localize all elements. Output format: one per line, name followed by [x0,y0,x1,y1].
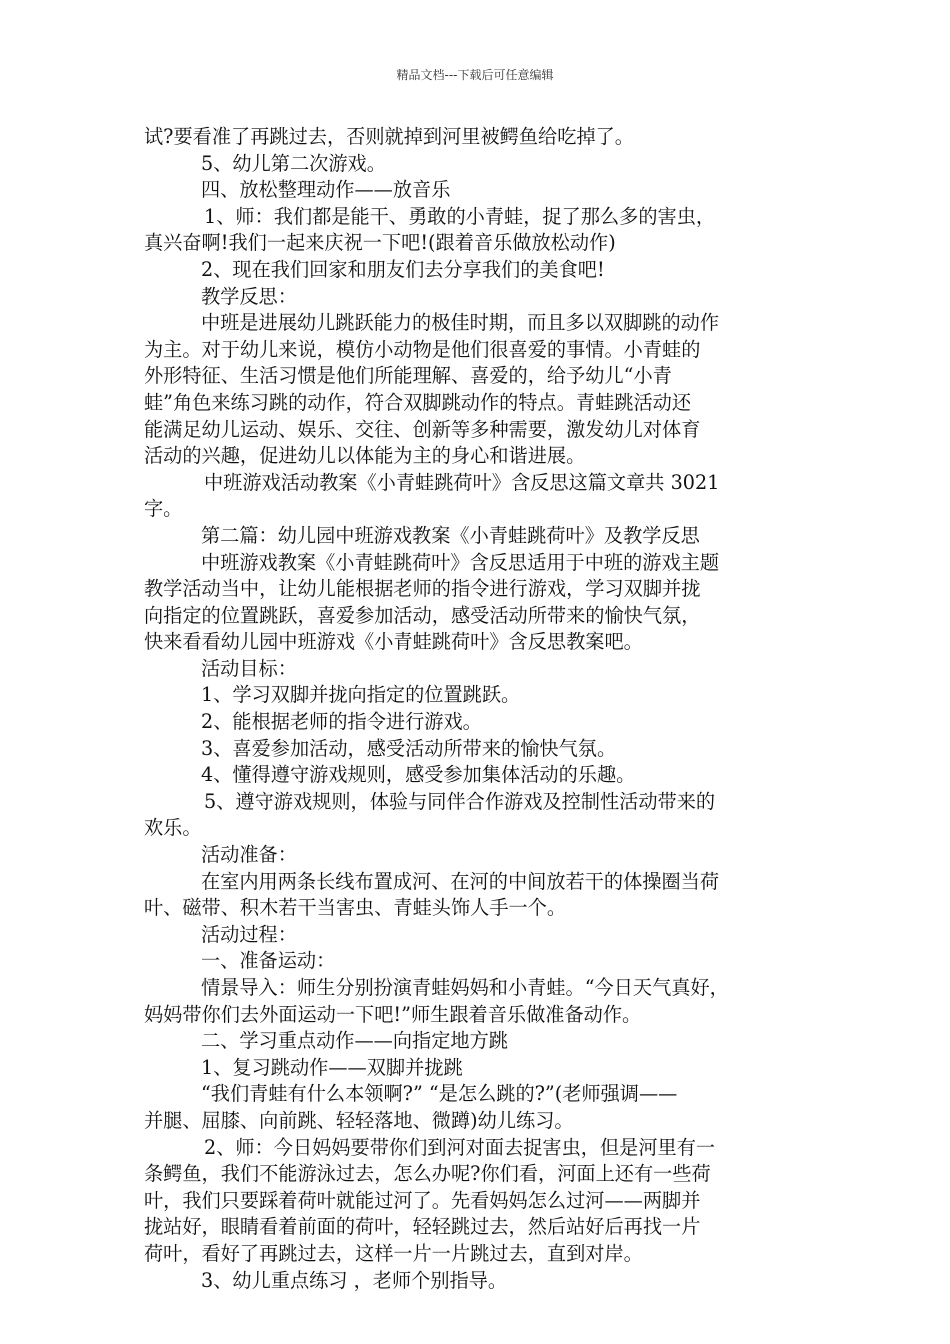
text-line: 能满足幼儿运动、娱乐、交往、创新等多种需要，激发幼儿对体育 [144,417,701,441]
text-line: 为主。对于幼儿来说，模仿小动物是他们很喜爱的事情。小青蛙的 [144,337,701,361]
text-line: 2、能根据老师的指令进行游戏。 [201,710,482,734]
text-line: 条鳄鱼，我们不能游泳过去，怎么办呢?你们看，河面上还有一些荷 [144,1162,711,1186]
text-line: 5、幼儿第二次游戏。 [201,151,386,175]
text-line: 1、复习跳动作——双脚并拢跳 [201,1055,463,1079]
section-heading: 教学反思： [201,284,297,308]
document-body [144,124,809,1294]
text-line: “我们青蛙有什么本领啊?” “是怎么跳的?”(老师强调—— [201,1082,678,1106]
text-line: 并腿、屈膝、向前跳、轻轻落地、微蹲)幼儿练习。 [144,1108,574,1132]
text-line: 字。 [144,497,183,521]
text-line: 在室内用两条长线布置成河、在河的中间放若干的体操圈当荷 [201,869,720,893]
text-line: 4、懂得遵守游戏规则，感受参加集体活动的乐趣。 [201,763,636,787]
text-line: 教学活动当中，让幼儿能根据老师的指令进行游戏，学习双脚并拢 [144,577,701,601]
text-line: 向指定的位置跳跃，喜爱参加活动，感受活动所带来的愉快气氛， [144,603,701,627]
text-line: 荷叶，看好了再跳过去，这样一片一片跳过去，直到对岸。 [144,1241,643,1265]
text-line: 情景导入：师生分别扮演青蛙妈妈和小青蛙。“今日天气真好， [201,976,729,999]
text-line: 二、学习重点动作——向指定地方跳 [201,1029,508,1053]
text-line: 蛙”角色来练习跳的动作，符合双脚跳动作的特点。青蛙跳活动还 [144,390,692,414]
page-header: 精品文档---下载后可任意编辑 [396,68,554,82]
text-line: 叶，我们只要踩着荷叶就能过河了。先看妈妈怎么过河——两脚并 [144,1188,701,1212]
text-line: 四、放松整理动作——放音乐 [201,178,451,202]
text-line: 2、师：今日妈妈要带你们到河对面去捉害虫，但是河里有一 [204,1135,716,1159]
text-line: 拢站好，眼睛看着前面的荷叶，轻轻跳过去，然后站好后再找一片 [144,1215,701,1239]
text-line: 3、喜爱参加活动，感受活动所带来的愉快气氛。 [201,736,617,760]
text-line: 外形特征、生活习惯是他们所能理解、喜爱的，给予幼儿“小青 [144,364,672,388]
section-heading: 活动过程： [201,922,297,946]
text-line: 快来看看幼儿园中班游戏《小青蛙跳荷叶》含反思教案吧。 [144,630,643,654]
section-heading: 活动准备： [201,843,297,867]
text-line: 中班游戏教案《小青蛙跳荷叶》含反思适用于中班的游戏主题 [201,550,720,574]
text-line: 中班游戏活动教案《小青蛙跳荷叶》含反思这篇文章共 3021 [204,470,720,494]
text-line: 欢乐。 [144,816,202,840]
text-line: 妈妈带你们去外面运动一下吧!”师生跟着音乐做准备动作。 [144,1002,642,1026]
text-line: 活动的兴趣，促进幼儿以体能为主的身心和谐进展。 [144,444,586,468]
text-line: 1、师：我们都是能干、勇敢的小青蛙，捉了那么多的害虫， [204,204,716,228]
text-line: 中班是进展幼儿跳跃能力的极佳时期，而且多以双脚跳的动作 [201,311,720,335]
text-line: 叶、磁带、积木若干当害虫、青蛙头饰人手一个。 [144,896,567,920]
text-line: 一、准备运动： [201,949,336,973]
section-heading: 活动目标： [201,656,297,680]
text-line: 1、学习双脚并拢向指定的位置跳跃。 [201,683,521,707]
text-line: 真兴奋啊!我们一起来庆祝一下吧!(跟着音乐做放松动作) [144,231,616,255]
section-heading: 第二篇：幼儿园中班游戏教案《小青蛙跳荷叶》及教学反思 [201,523,700,547]
text-line: 2、现在我们回家和朋友们去分享我们的美食吧! [201,257,605,281]
text-line: 5、遵守游戏规则，体验与同伴合作游戏及控制性活动带来的 [204,789,716,813]
text-line: 3、幼儿重点练习 ，老师个别指导。 [201,1268,508,1292]
text-line: 试?要看准了再跳过去，否则就掉到河里被鳄鱼给吃掉了。 [144,125,634,148]
